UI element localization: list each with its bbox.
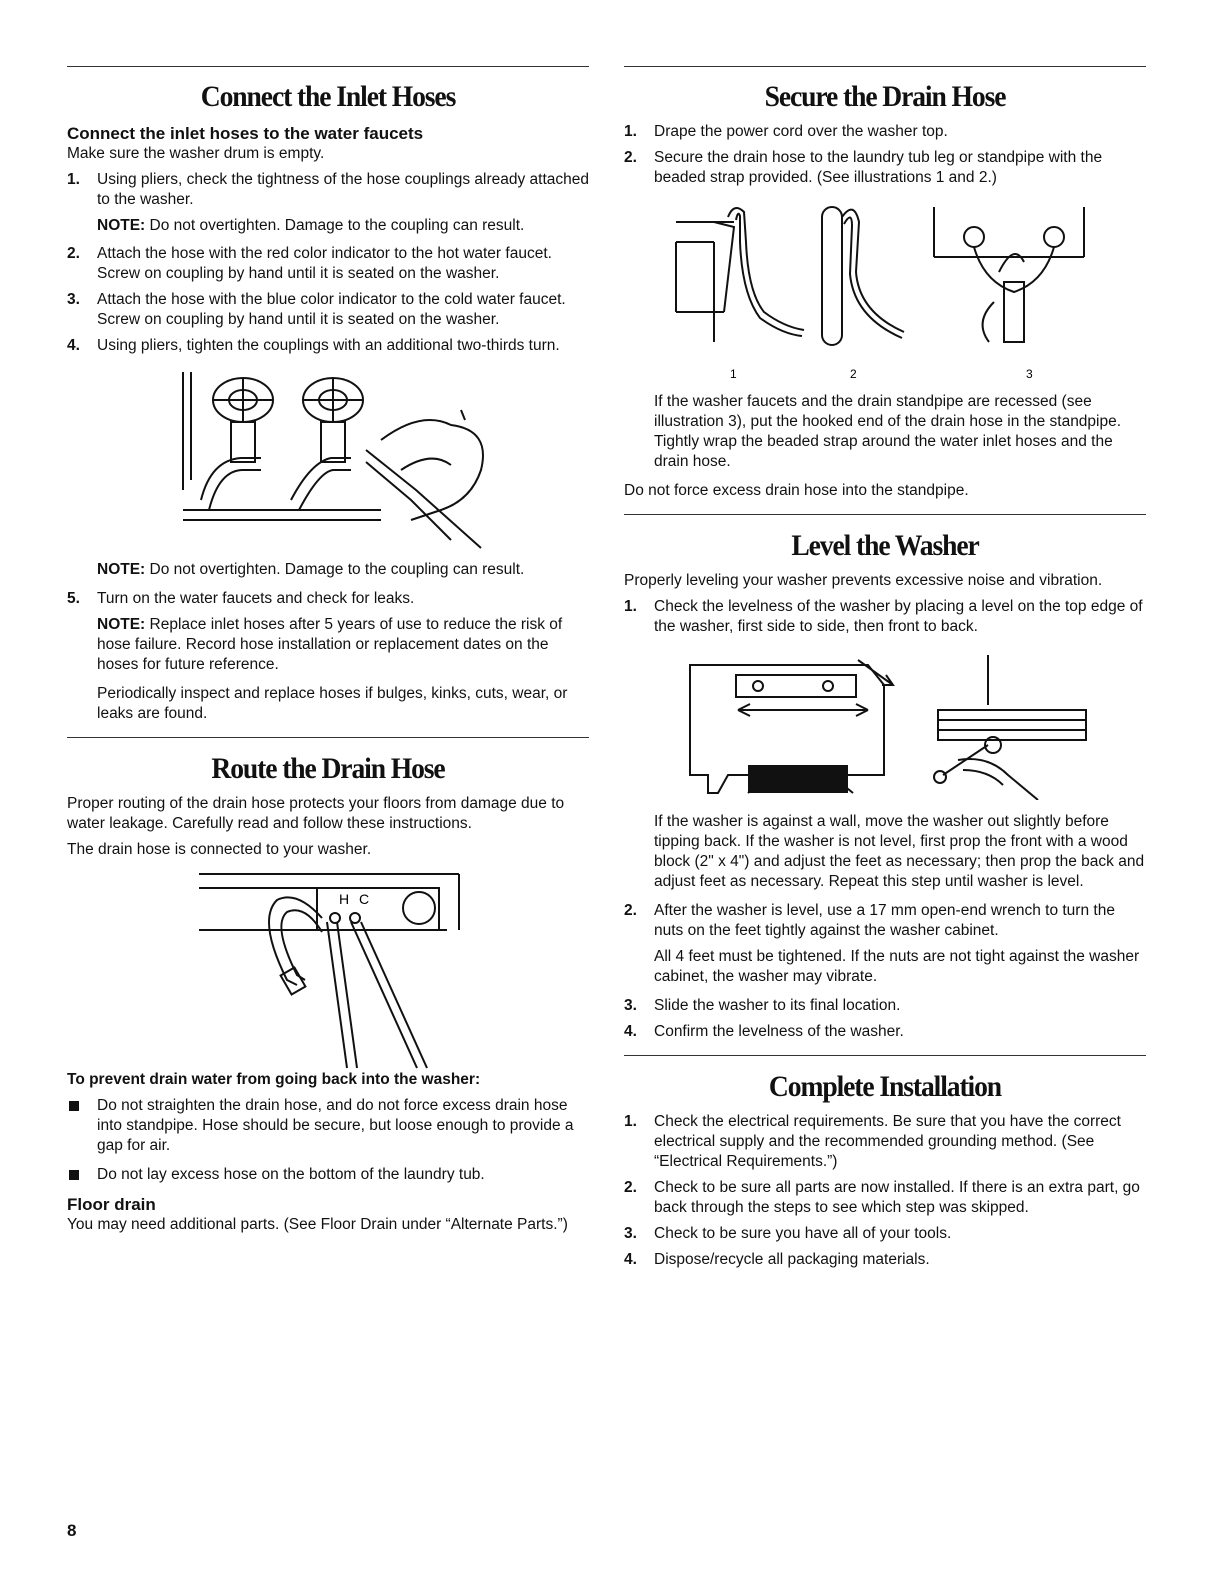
inlet-inspect-text: Periodically inspect and replace hoses if bulges, kinks, cuts, wear, or leaks are found. bbox=[97, 685, 568, 722]
fig-label-3: 3 bbox=[1026, 367, 1033, 380]
inlet-step: 3. Attach the hose with the blue color indicator to the cold water faucet. Screw on coupling by hand until it is seated on the washer. bbox=[67, 291, 566, 328]
page-number: 8 bbox=[67, 1521, 77, 1540]
level-step: 3. Slide the washer to its final location. bbox=[624, 997, 901, 1014]
faucet-pliers-illustration bbox=[181, 370, 491, 550]
left-column bbox=[67, 66, 589, 1235]
section-divider bbox=[624, 514, 1146, 515]
hot-label: H bbox=[339, 891, 350, 907]
complete-step: 4. Dispose/recycle all packaging materials. bbox=[624, 1251, 930, 1268]
level-washer-illustration bbox=[688, 655, 1088, 800]
bullet-item: Do not lay excess hose on the bottom of the laundry tub. bbox=[67, 1165, 589, 1185]
inlet-step: 4. Using pliers, tighten the couplings with an additional two-thirds turn. bbox=[67, 337, 560, 354]
inlet-title: Connect the Inlet Hoses bbox=[200, 80, 456, 113]
floor-drain-heading: Floor drain bbox=[67, 1195, 156, 1214]
level-step: 2. After the washer is level, use a 17 mm open-end wrench to turn the nuts on the feet tightly against the washer cabinet. bbox=[624, 902, 1115, 939]
inlet-subheading: Connect the inlet hoses to the water faucets bbox=[67, 124, 424, 143]
inlet-steps bbox=[67, 244, 589, 356]
floor-drain-text: You may need additional parts. (See Floor Drain under “Alternate Parts.”) bbox=[67, 1216, 568, 1233]
drain-hose-securing-illustrations bbox=[674, 202, 1104, 380]
inlet-step: 2. Attach the hose with the red color indicator to the hot water faucet. Screw on coupling by hand until it is seated on the washer. bbox=[67, 245, 552, 282]
inlet-note-1: NOTE: Do not overtighten. Damage to the coupling can result. bbox=[97, 217, 525, 234]
prevent-heading: To prevent drain water from going back into the washer: bbox=[67, 1071, 481, 1088]
route-intro: Proper routing of the drain hose protects your floors from damage due to water leakage. Carefully read and follow these instructions. bbox=[67, 795, 565, 832]
inlet-steps bbox=[67, 589, 589, 609]
level-intro: Properly leveling your washer prevents excessive noise and vibration. bbox=[624, 572, 1103, 589]
washer-door-shadow bbox=[748, 765, 848, 793]
level-step: 4. Confirm the levelness of the washer. bbox=[624, 1023, 904, 1040]
bullet-item: Do not straighten the drain hose, and do not force excess drain hose into standpipe. Hose should be secure, but loose enough to provide a gap for air. bbox=[67, 1096, 589, 1156]
level-steps bbox=[624, 597, 1146, 637]
feet-text: All 4 feet must be tightened. If the nuts are not tight against the washer cabinet, the washer may vibrate. bbox=[654, 948, 1140, 985]
section-divider bbox=[67, 66, 589, 67]
level-title: Level the Washer bbox=[791, 529, 979, 562]
cold-label: C bbox=[359, 891, 370, 907]
secure-title: Secure the Drain Hose bbox=[764, 80, 1006, 113]
secure-step: 1. Drape the power cord over the washer top. bbox=[624, 123, 948, 140]
section-divider bbox=[624, 1055, 1146, 1056]
inlet-note-2: NOTE: Do not overtighten. Damage to the coupling can result. bbox=[97, 561, 525, 578]
prevent-bullets bbox=[67, 1096, 589, 1185]
route-connected-text: The drain hose is connected to your washer. bbox=[67, 841, 372, 858]
inlet-note-3: NOTE: Replace inlet hoses after 5 years of use to reduce the risk of hose failure. Record hose installation or replacement dates on the hoses for future reference. bbox=[97, 616, 563, 673]
secure-step: 2. Secure the drain hose to the laundry tub leg or standpipe with the beaded strap provided. (See illustrations 1 and 2.) bbox=[624, 149, 1103, 186]
level-step: 1. Check the levelness of the washer by placing a level on the top edge of the washer, first side to side, then front to back. bbox=[624, 598, 1143, 635]
inlet-steps bbox=[67, 170, 589, 210]
inlet-step: 1. Using pliers, check the tightness of the hose couplings already attached to the washer. bbox=[67, 171, 589, 208]
level-steps bbox=[624, 901, 1146, 941]
secure-steps bbox=[624, 122, 1146, 188]
level-steps bbox=[624, 996, 1146, 1042]
inlet-intro: Make sure the washer drum is empty. bbox=[67, 145, 325, 162]
complete-title: Complete Installation bbox=[768, 1070, 1002, 1103]
no-force-text: Do not force excess drain hose into the standpipe. bbox=[624, 482, 969, 499]
inlet-step: 5. Turn on the water faucets and check for leaks. bbox=[67, 590, 415, 607]
complete-step: 1. Check the electrical requirements. Be sure that you have the correct electrical supply and the recommended grounding method. (See “Electrical Requirements.”) bbox=[624, 1113, 1121, 1170]
wall-text: If the washer is against a wall, move the washer out slightly before tipping back. If the washer is not level, first prop the front with a wood block (2" x 4") and adjust the feet as necessary; then prop the back and adjust feet as necessary. Repeat this step until washer is level. bbox=[654, 813, 1145, 890]
fig-label-2: 2 bbox=[850, 367, 857, 380]
route-title: Route the Drain Hose bbox=[211, 752, 445, 785]
section-divider bbox=[624, 66, 1146, 67]
right-column bbox=[624, 66, 1146, 1270]
fig-label-1: 1 bbox=[730, 367, 737, 380]
drain-hose-illustration bbox=[197, 870, 467, 1070]
complete-step: 3. Check to be sure you have all of your tools. bbox=[624, 1225, 952, 1242]
section-divider bbox=[67, 737, 589, 738]
complete-steps bbox=[624, 1112, 1146, 1270]
recessed-text: If the washer faucets and the drain standpipe are recessed (see illustration 3), put the hooked end of the drain hose in the standpipe. Tightly wrap the beaded strap around the water inlet hoses and the drain hose. bbox=[654, 393, 1122, 470]
complete-step: 2. Check to be sure all parts are now installed. If there is an extra part, go back through the steps to see which step was skipped. bbox=[624, 1179, 1140, 1216]
